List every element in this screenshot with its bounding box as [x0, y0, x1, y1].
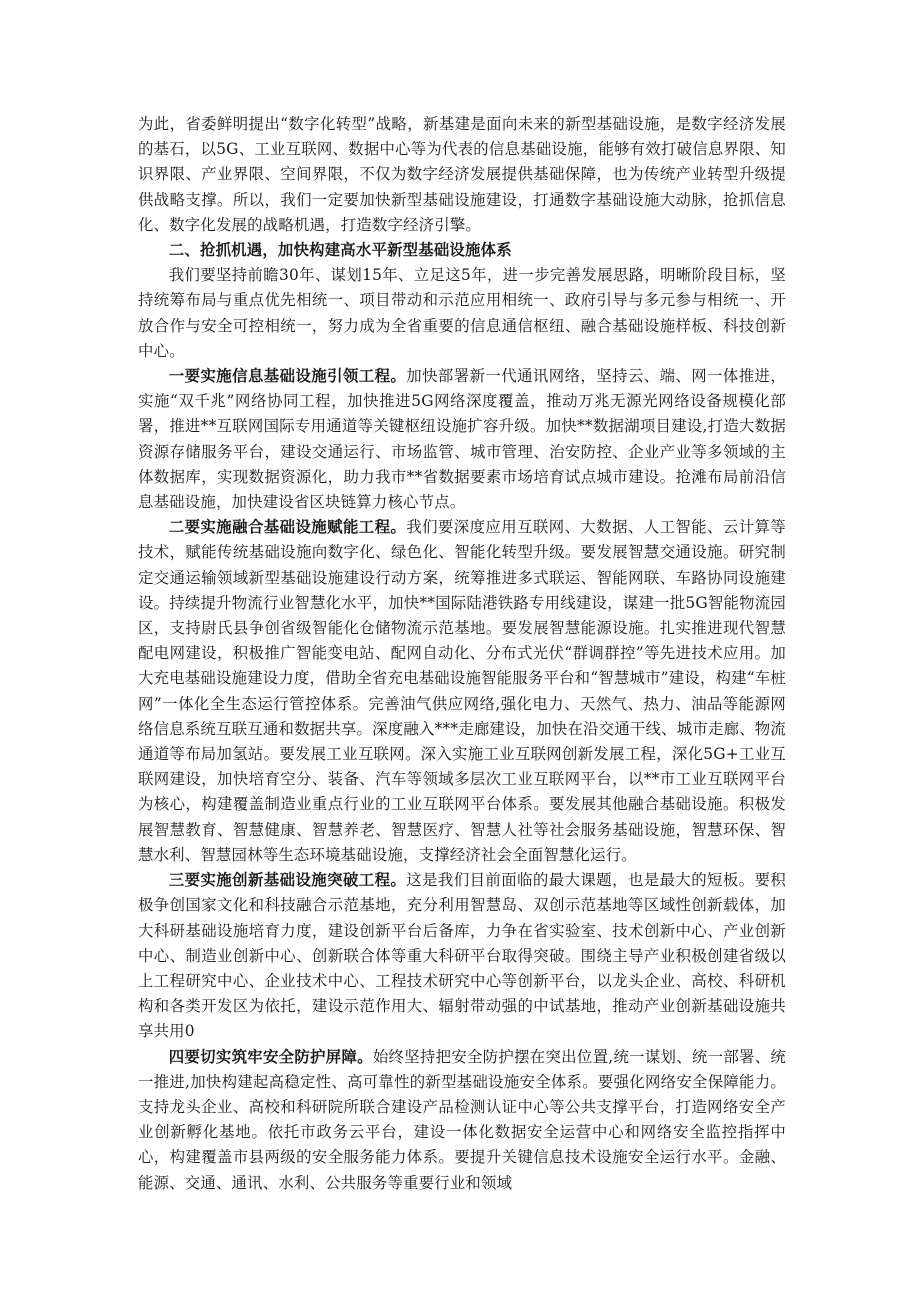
item-1-body: 加快部署新一代通讯网络，坚持云、端、网一体推进，实施“双千兆”网络协同工程，加快推进5G网络深度覆盖，推动万兆无源光网络设备规模化部署，推进**互联网国际专用通道等关键枢纽设施扩容升级。加快**数据湖项目建设,打造大数据资源存储服务平台，建设交通运行、市场监管、城市管理、治安防控、企业产业等多领域的主体数据库，实现数据资源化，助力我市**省数据要素市场培育试点城市建设。抢滩布局前沿信息基础设施，加快建设省区块链算力核心节点。 [138, 367, 786, 512]
item-2-paragraph [138, 515, 786, 868]
item-1-paragraph [138, 364, 786, 515]
document-page [138, 112, 786, 1196]
item-4-body: 始终坚持把安全防护摆在突出位置,统一谋划、统一部署、统一推进,加快构建起高稳定性、高可靠性的新型基础设施安全体系。要强化网络安全保障能力。支持龙头企业、高校和科研院所联合建设产品检测认证中心等公共支撑平台，打造网络安全产业创新孵化基地。依托市政务云平台，建设一体化数据安全运营中心和网络安全监控指挥中心，构建覆盖市县两级的安全服务能力体系。要提升关键信息技术设施安全运行水平。金融、能源、交通、通讯、水利、公共服务等重要行业和领域 [138, 1047, 787, 1192]
section-intro-paragraph: 我们要坚持前瞻30年、谋划15年、立足这5年，进一步完善发展思路，明晰阶段目标，坚持统筹布局与重点优先相统一、项目带动和示范应用相统一、政府引导与多元参与相统一、开放合作与安全可控相统一，努力成为全省重要的信息通信枢纽、融合基础设施样板、科技创新中心。 [138, 266, 786, 360]
item-2-body: 我们要深度应用互联网、大数据、人工智能、云计算等技术，赋能传统基础设施向数字化、绿色化、智能化转型升级。要发展智慧交通设施。研究制定交通运输领域新型基础设施建设行动方案，统筹推进多式联运、智能网联、车路协同设施建设。持续提升物流行业智慧化水平，加快**国际陆港铁路专用线建设，谋建一批5G智能物流园区，支持尉氏县争创省级智能化仓储物流示范基地。要发展智慧能源设施。扎实推进现代智慧配电网建设，积极推广智能变电站、配网自动化、分布式光伏“群调群控”等先进技术应用。加大充电基础设施建设力度，借助全省充电基础设施智能服务平台和“智慧城市”建设，构建“车桩网”一体化全生态运行管控体系。完善油气供应网络,强化电力、天然气、热力、油品等能源网络信息系统互联互通和数据共享。深度融入***走廊建设，加快在沿交通干线、城市走廊、物流通道等布局加氢站。要发展工业互联网。深入实施工业互联网创新发展工程，深化5G+工业互联网建设，加快培育空分、装备、汽车等领域多层次工业互联网平台，以**市工业互联网平台为核心，构建覆盖制造业重点行业的工业互联网平台体系。要发展其他融合基础设施。积极发展智慧教育、智慧健康、智慧养老、智慧医疗、智慧人社等社会服务基础设施，智慧环保、智慧水利、智慧园林等生态环境基础设施，支撑经济社会全面智慧化运行。 [138, 518, 786, 864]
item-4-lead: 四要切实筑牢安全防护屏障。 [168, 1047, 373, 1066]
item-4-paragraph [138, 1045, 786, 1196]
section-heading: 二、抢抓机遇，加快构建高水平新型基础设施体系 [168, 241, 512, 260]
item-1-lead: 一要实施信息基础设施引领工程。 [168, 367, 407, 386]
intro-paragraph: 为此，省委鲜明提出“数字化转型”战略，新基建是面向未来的新型基础设施，是数字经济发展的基石，以5G、工业互联网、数据中心等为代表的信息基础设施，能够有效打破信息界限、知识界限、产业界限、空间界限，不仅为数字经济发展提供基础保障，也为传统产业转型升级提供战略支撑。所以，我们一定要加快新型基础设施建设，打通数字基础设施大动脉，抢抓信息化、数字化发展的战略机遇，打造数字经济引擎。 [138, 115, 786, 234]
item-3-body: 这是我们目前面临的最大课题，也是最大的短板。要积极争创国家文化和科技融合示范基地，充分利用智慧岛、双创示范基地等区域性创新载体，加大科研基础设施培育力度，建设创新平台后备库，力争在省实验室、技术创新中心、产业创新中心、制造业创新中心、创新联合体等重大科研平台取得突破。围绕主导产业积极创建省级以上工程研究中心、企业技术中心、工程技术研究中心等创新平台，以龙头企业、高校、科研机构和各类开发区为依托，建设示范作用大、辐射带动强的中试基地，推动产业创新基础设施共享共用0 [138, 871, 786, 1041]
item-3-paragraph [138, 868, 786, 1044]
item-3-lead: 三要实施创新基础设施突破工程。 [168, 871, 407, 890]
item-2-lead: 二要实施融合基础设施赋能工程。 [168, 518, 407, 537]
